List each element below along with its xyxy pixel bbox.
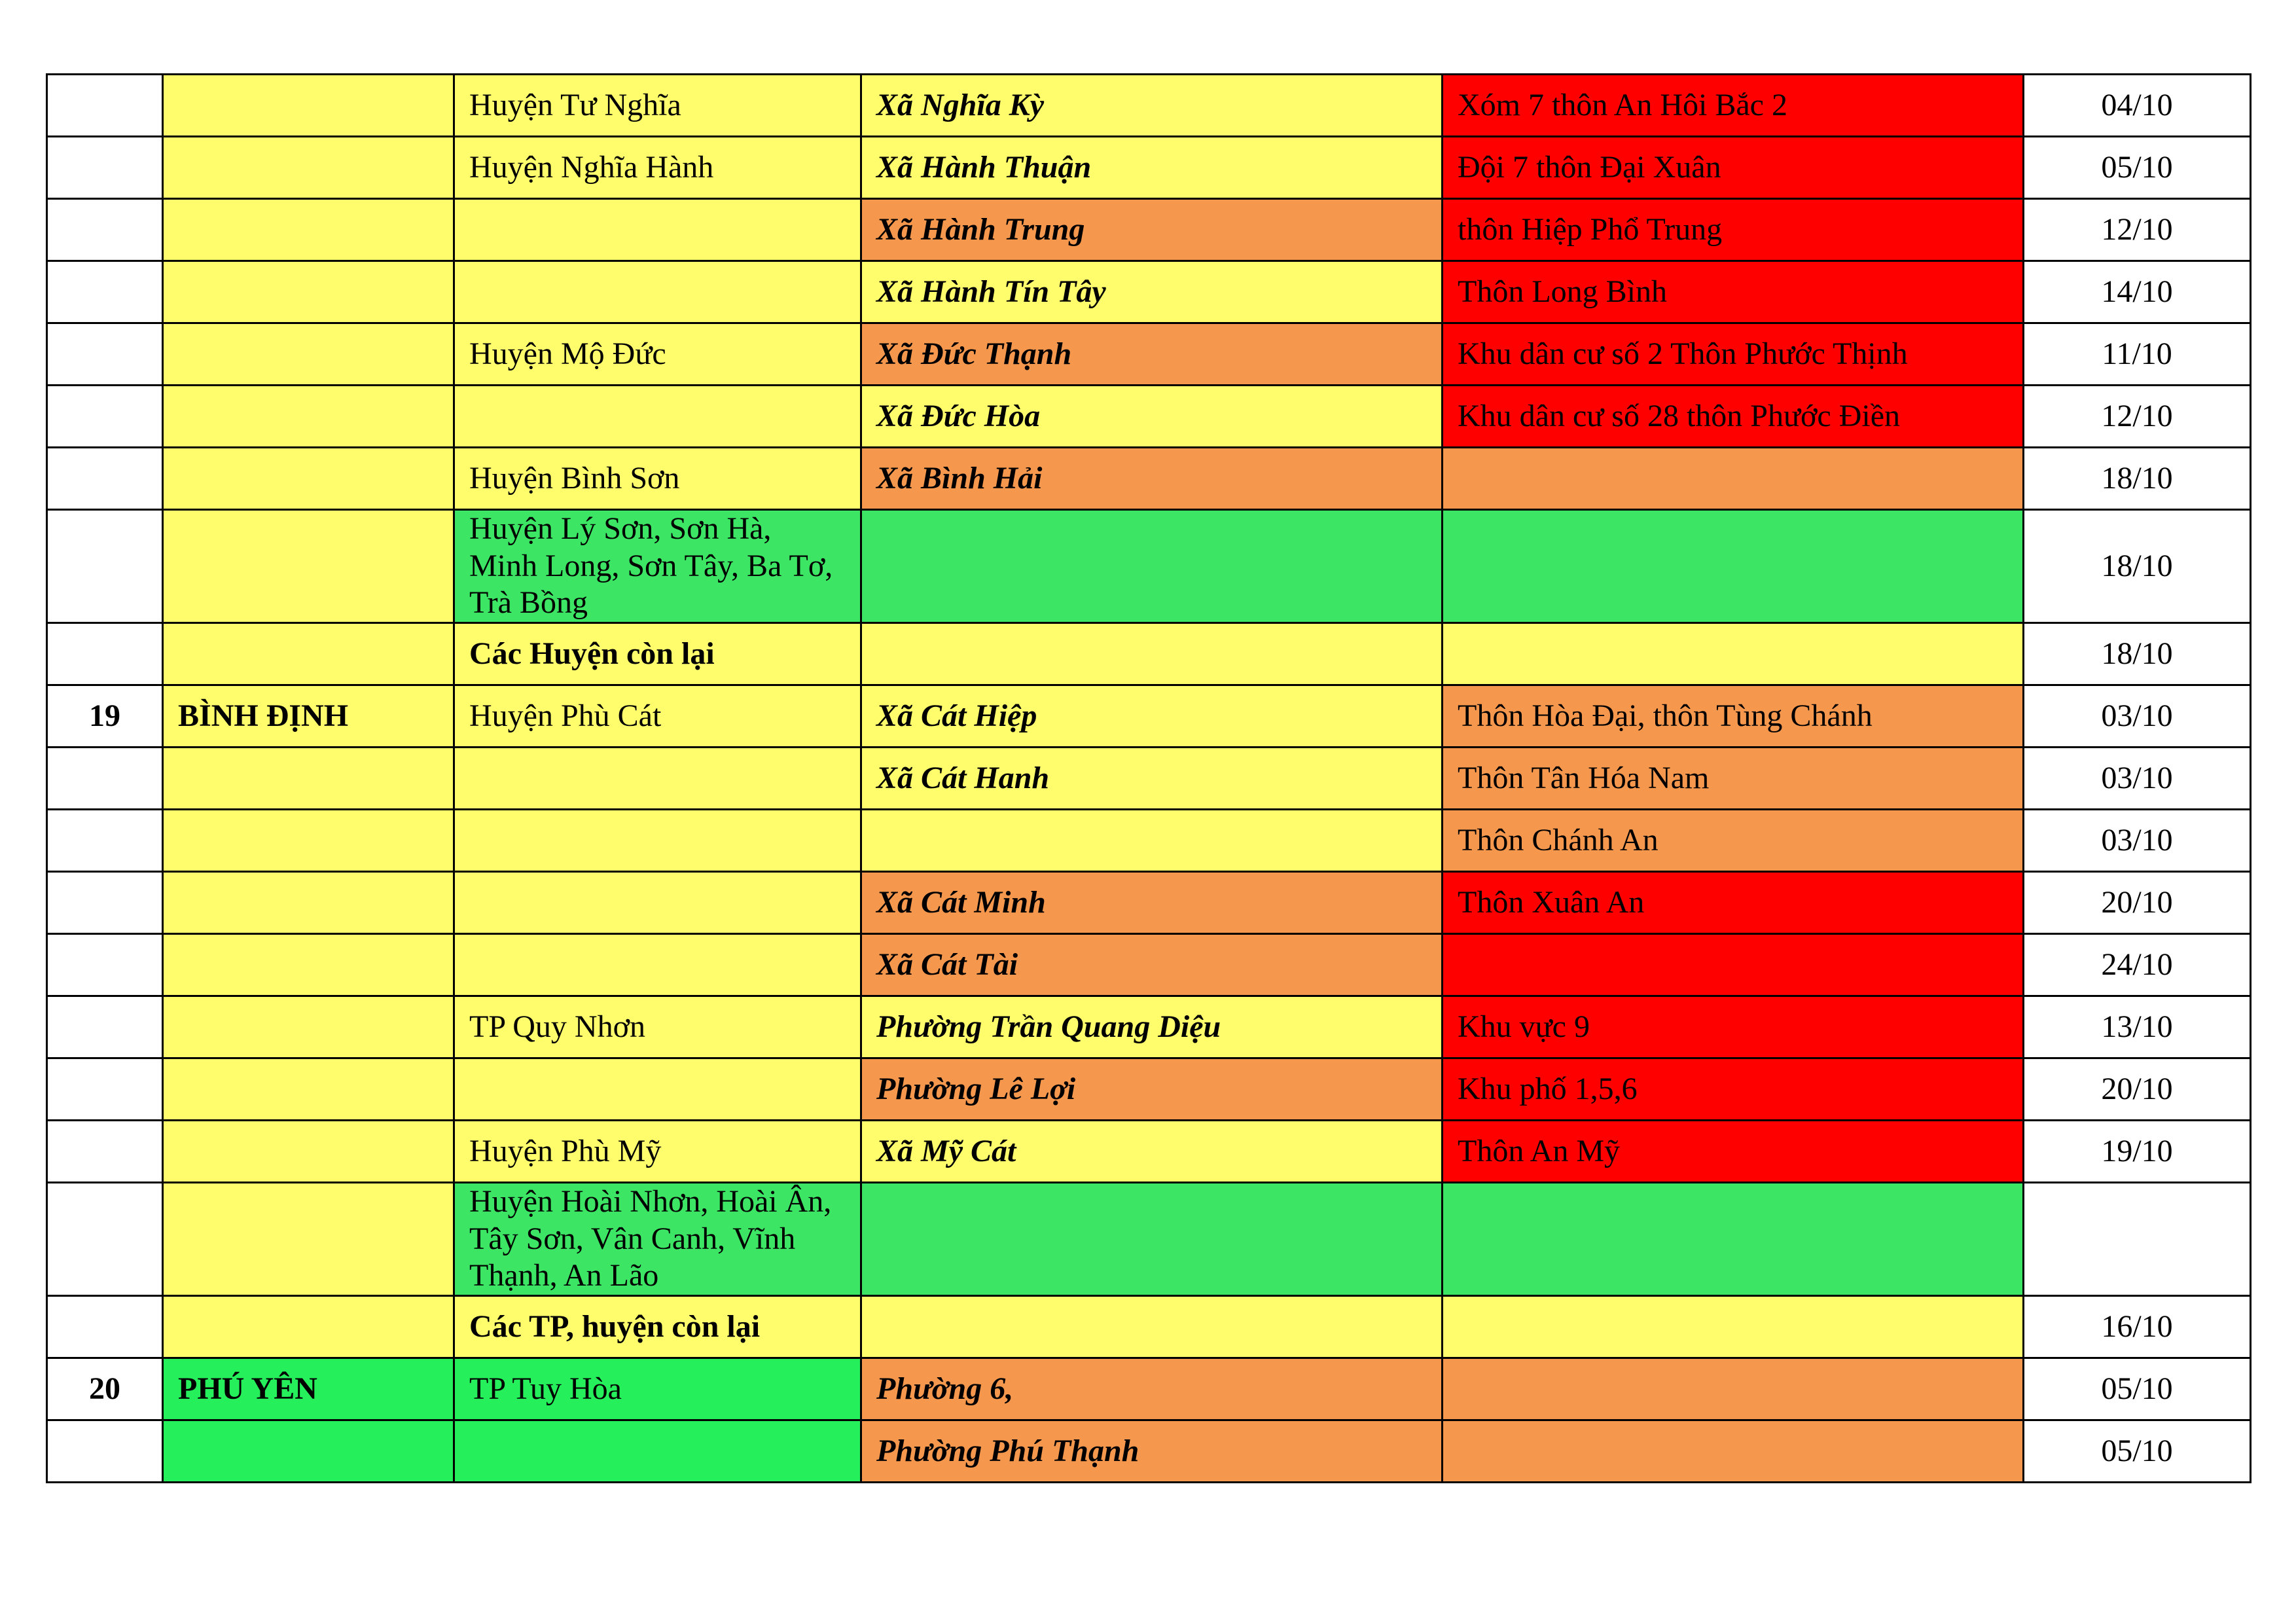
commune-cell: Xã Đức Thạnh	[861, 323, 1443, 386]
table-row	[47, 810, 2251, 872]
commune-cell: Xã Hành Thuận	[861, 137, 1443, 199]
district-cell: Các TP, huyện còn lại	[454, 1296, 861, 1358]
row-number-cell	[47, 872, 163, 934]
hamlet-cell	[1443, 1183, 2024, 1296]
commune-cell: Xã Hành Tín Tây	[861, 261, 1443, 323]
row-number-cell	[47, 261, 163, 323]
district-cell	[454, 261, 861, 323]
district-cell	[454, 934, 861, 996]
province-cell	[163, 510, 454, 623]
hamlet-cell	[1443, 1296, 2024, 1358]
province-cell	[163, 1058, 454, 1121]
hamlet-cell: thôn Hiệp Phổ Trung	[1443, 199, 2024, 261]
district-cell	[454, 872, 861, 934]
district-cell: Huyện Bình Sơn	[454, 448, 861, 510]
hamlet-cell: Khu dân cư số 2 Thôn Phước Thịnh	[1443, 323, 2024, 386]
province-cell	[163, 996, 454, 1058]
province-cell	[163, 448, 454, 510]
province-cell	[163, 1420, 454, 1483]
district-cell: Các Huyện còn lại	[454, 623, 861, 685]
hamlet-cell: Thôn Xuân An	[1443, 872, 2024, 934]
commune-cell: Xã Bình Hải	[861, 448, 1443, 510]
table-row	[47, 748, 2251, 810]
table-row	[47, 137, 2251, 199]
date-cell: 04/10	[2024, 75, 2251, 137]
district-cell	[454, 199, 861, 261]
date-cell: 14/10	[2024, 261, 2251, 323]
table-row	[47, 1058, 2251, 1121]
table-row	[47, 199, 2251, 261]
table-body	[47, 75, 2251, 1483]
province-cell	[163, 934, 454, 996]
table-row	[47, 623, 2251, 685]
hamlet-cell	[1443, 510, 2024, 623]
commune-cell	[861, 810, 1443, 872]
province-cell	[163, 1183, 454, 1296]
province-cell	[163, 137, 454, 199]
table-row	[47, 510, 2251, 623]
row-number-cell	[47, 510, 163, 623]
hamlet-cell	[1443, 623, 2024, 685]
table-row	[47, 1183, 2251, 1296]
table-row	[47, 1420, 2251, 1483]
row-number-cell	[47, 448, 163, 510]
row-number-cell	[47, 623, 163, 685]
commune-cell: Xã Cát Hiệp	[861, 685, 1443, 748]
province-cell	[163, 1121, 454, 1183]
row-number-cell	[47, 934, 163, 996]
hamlet-cell: Xóm 7 thôn An Hôi Bắc 2	[1443, 75, 2024, 137]
date-cell: 20/10	[2024, 872, 2251, 934]
commune-cell: Xã Mỹ Cát	[861, 1121, 1443, 1183]
date-cell: 24/10	[2024, 934, 2251, 996]
hamlet-cell	[1443, 1420, 2024, 1483]
date-cell: 03/10	[2024, 748, 2251, 810]
province-cell	[163, 75, 454, 137]
row-number-cell	[47, 1121, 163, 1183]
province-cell	[163, 1296, 454, 1358]
commune-cell	[861, 1183, 1443, 1296]
row-number-cell	[47, 386, 163, 448]
province-cell	[163, 623, 454, 685]
commune-cell	[861, 623, 1443, 685]
province-cell	[163, 323, 454, 386]
province-cell	[163, 872, 454, 934]
table-row	[47, 323, 2251, 386]
date-cell: 13/10	[2024, 996, 2251, 1058]
district-cell: TP Tuy Hòa	[454, 1358, 861, 1420]
hamlet-cell: Thôn Long Bình	[1443, 261, 2024, 323]
province-cell	[163, 199, 454, 261]
row-number-cell	[47, 75, 163, 137]
province-cell	[163, 748, 454, 810]
zone-table	[46, 73, 2251, 1483]
table-row	[47, 685, 2251, 748]
table-row	[47, 75, 2251, 137]
district-cell	[454, 810, 861, 872]
district-cell: Huyện Phù Cát	[454, 685, 861, 748]
table-row	[47, 1121, 2251, 1183]
hamlet-cell: Khu phố 1,5,6	[1443, 1058, 2024, 1121]
district-cell	[454, 386, 861, 448]
commune-cell: Phường Lê Lợi	[861, 1058, 1443, 1121]
date-cell: 12/10	[2024, 199, 2251, 261]
table-row	[47, 996, 2251, 1058]
hamlet-cell: Thôn Tân Hóa Nam	[1443, 748, 2024, 810]
date-cell: 03/10	[2024, 685, 2251, 748]
table-row	[47, 448, 2251, 510]
commune-cell: Phường 6,	[861, 1358, 1443, 1420]
hamlet-cell	[1443, 934, 2024, 996]
hamlet-cell: Khu dân cư số 28 thôn Phước Điền	[1443, 386, 2024, 448]
row-number-cell	[47, 1058, 163, 1121]
commune-cell: Phường Trần Quang Diệu	[861, 996, 1443, 1058]
table-row	[47, 386, 2251, 448]
date-cell: 19/10	[2024, 1121, 2251, 1183]
district-cell	[454, 748, 861, 810]
row-number-cell	[47, 323, 163, 386]
table-row	[47, 1358, 2251, 1420]
commune-cell: Xã Đức Hòa	[861, 386, 1443, 448]
district-cell	[454, 1420, 861, 1483]
commune-cell: Xã Cát Hanh	[861, 748, 1443, 810]
date-cell: 18/10	[2024, 448, 2251, 510]
district-cell: Huyện Hoài Nhơn, Hoài Ân, Tây Sơn, Vân Canh, Vĩnh Thạnh, An Lão	[454, 1183, 861, 1296]
date-cell: 20/10	[2024, 1058, 2251, 1121]
table-row	[47, 934, 2251, 996]
commune-cell: Xã Nghĩa Kỳ	[861, 75, 1443, 137]
row-number-cell	[47, 996, 163, 1058]
date-cell	[2024, 1183, 2251, 1296]
table-row	[47, 261, 2251, 323]
hamlet-cell: Thôn Hòa Đại, thôn Tùng Chánh	[1443, 685, 2024, 748]
row-number-cell: 19	[47, 685, 163, 748]
district-cell: TP Quy Nhơn	[454, 996, 861, 1058]
table-row	[47, 872, 2251, 934]
table-row	[47, 1296, 2251, 1358]
district-cell: Huyện Tư Nghĩa	[454, 75, 861, 137]
district-cell: Huyện Mộ Đức	[454, 323, 861, 386]
province-cell	[163, 261, 454, 323]
province-cell	[163, 386, 454, 448]
hamlet-cell: Khu vực 9	[1443, 996, 2024, 1058]
district-cell: Huyện Phù Mỹ	[454, 1121, 861, 1183]
commune-cell	[861, 1296, 1443, 1358]
commune-cell: Phường Phú Thạnh	[861, 1420, 1443, 1483]
date-cell: 05/10	[2024, 1358, 2251, 1420]
hamlet-cell: Thôn An Mỹ	[1443, 1121, 2024, 1183]
province-cell: PHÚ YÊN	[163, 1358, 454, 1420]
date-cell: 18/10	[2024, 510, 2251, 623]
hamlet-cell	[1443, 1358, 2024, 1420]
hamlet-cell	[1443, 448, 2024, 510]
row-number-cell	[47, 1420, 163, 1483]
commune-cell: Xã Hành Trung	[861, 199, 1443, 261]
date-cell: 12/10	[2024, 386, 2251, 448]
date-cell: 11/10	[2024, 323, 2251, 386]
date-cell: 05/10	[2024, 1420, 2251, 1483]
district-cell: Huyện Nghĩa Hành	[454, 137, 861, 199]
district-cell: Huyện Lý Sơn, Sơn Hà, Minh Long, Sơn Tây, Ba Tơ, Trà Bồng	[454, 510, 861, 623]
row-number-cell: 20	[47, 1358, 163, 1420]
row-number-cell	[47, 1296, 163, 1358]
row-number-cell	[47, 1183, 163, 1296]
district-cell	[454, 1058, 861, 1121]
hamlet-cell: Thôn Chánh An	[1443, 810, 2024, 872]
date-cell: 16/10	[2024, 1296, 2251, 1358]
province-cell	[163, 810, 454, 872]
row-number-cell	[47, 748, 163, 810]
commune-cell: Xã Cát Minh	[861, 872, 1443, 934]
row-number-cell	[47, 810, 163, 872]
row-number-cell	[47, 137, 163, 199]
row-number-cell	[47, 199, 163, 261]
commune-cell	[861, 510, 1443, 623]
date-cell: 18/10	[2024, 623, 2251, 685]
province-cell: BÌNH ĐỊNH	[163, 685, 454, 748]
commune-cell: Xã Cát Tài	[861, 934, 1443, 996]
hamlet-cell: Đội 7 thôn Đại Xuân	[1443, 137, 2024, 199]
date-cell: 05/10	[2024, 137, 2251, 199]
date-cell: 03/10	[2024, 810, 2251, 872]
